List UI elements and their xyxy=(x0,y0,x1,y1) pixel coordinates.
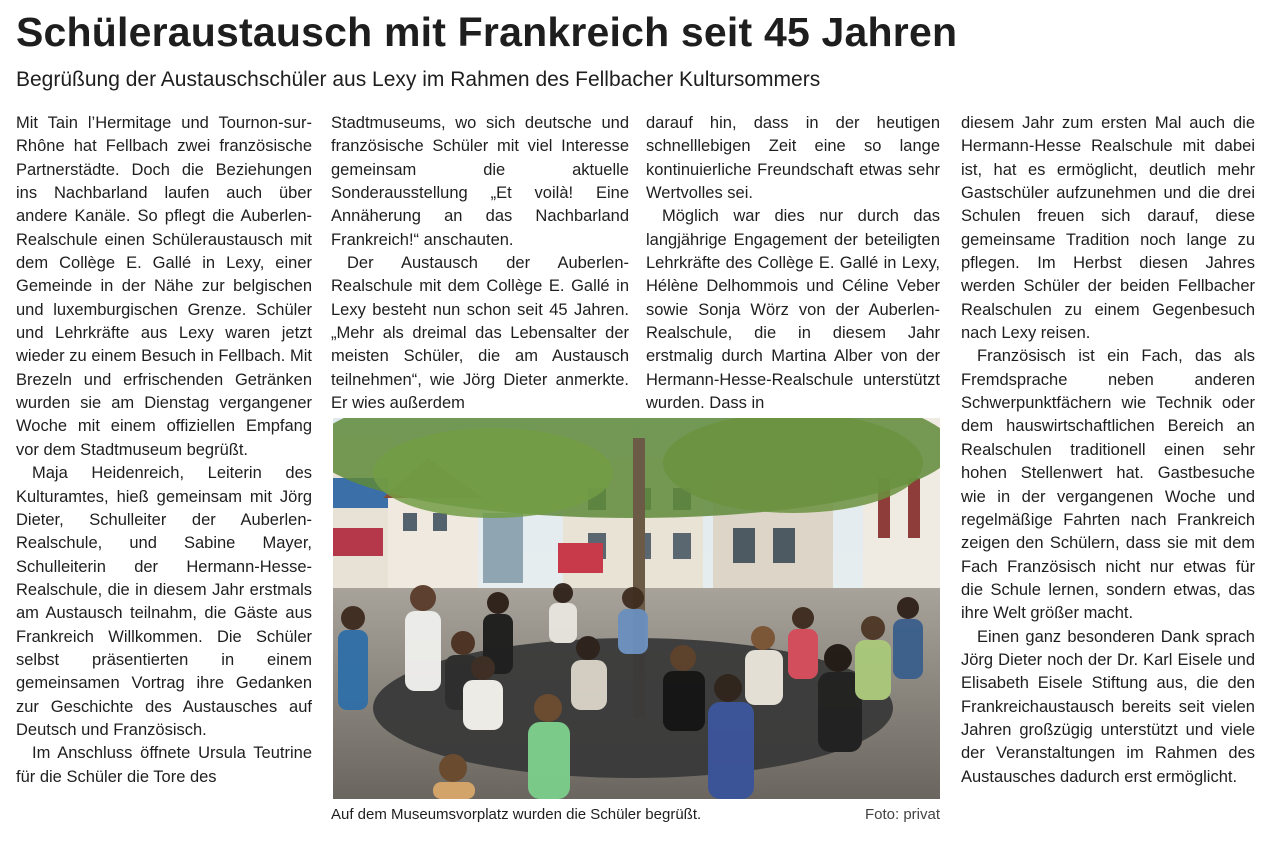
text-column-4 xyxy=(961,112,1255,789)
photo-caption xyxy=(331,804,940,826)
text-column-3 xyxy=(646,112,940,415)
paragraph: Einen ganz besonderen Dank sprach Jörg Dieter noch der Dr. Karl Eisele und Elisabeth Eisele Stiftung aus, die den Frankreichaustausch bereits seit vielen Jahren großzügig unterstützt und viele der Veranstaltungen im Rahmen des Austausches dadurch erst ermöglicht. xyxy=(961,627,1255,786)
article-headline: Schüleraustausch mit Frankreich seit 45 Jahren xyxy=(16,9,958,55)
paragraph: Stadtmuseums, wo sich deutsche und französische Schüler mit viel Interesse gemeinsam die aktuelle Sonderausstellung „Et voilà! Eine Annäherung an das Nachbarland Frankreich!“ anschauten. xyxy=(331,114,629,249)
caption-text: Auf dem Museumsvorplatz wurden die Schüler begrüßt. xyxy=(331,806,702,823)
photo-credit: Foto: privat xyxy=(864,806,940,823)
text-column-2 xyxy=(331,112,629,415)
paragraph: Im Anschluss öffnete Ursula Teutrine für die Schüler die Tore des xyxy=(16,744,312,786)
paragraph: darauf hin, dass in der heutigen schnelllebigen Zeit eine so lange kontinuierliche Freundschaft etwas sehr Wertvolles sei. xyxy=(646,114,940,203)
article-subheadline: Begrüßung der Austauschschüler aus Lexy im Rahmen des Fellbacher Kultursommers xyxy=(16,68,821,91)
paragraph: Mit Tain l’Hermitage und Tournon-sur-Rhône hat Fellbach zwei französische Partnerstädte. Doch die Beziehungen ins Nachbarland laufen auch über andere Kanäle. So pflegt die Auberlen-Realschule einen Schüleraustausch mit dem Collège E. Gallé in Lexy, einer Gemeinde in der Nähe zur belgischen und luxemburgischen Grenze. Schüler und Lehrkräfte aus Lexy waren jetzt wieder zu einem Besuch in Fellbach. Mit Brezeln und erfrischenden Getränken wurden sie am Dienstag vergangener Woche mit einem offiziellen Empfang vor dem Stadtmuseum begrüßt. xyxy=(16,114,312,459)
paragraph: Französisch ist ein Fach, das als Fremdsprache neben anderen Schwerpunktfächern wie Technik oder dem hauswirtschaftlichen Bereich an Realschulen traditionell einen sehr hohen Stellenwert hat. Gastbesuche wie in der vergangenen Woche und regelmäßige Fahrten nach Frankreich zeigen den Schülern, dass sie mit dem Fach Französisch nicht nur etwas für die Schule lernen, sondern etwas, das ihre Welt größer macht. xyxy=(961,347,1255,623)
text-column-1 xyxy=(16,112,312,789)
article-photo xyxy=(333,418,940,799)
paragraph: Der Austausch der Auberlen-Realschule mit dem Collège E. Gallé in Lexy besteht nun schon seit 45 Jahren. „Mehr als dreimal das Lebensalter der meisten Schüler, die am Austausch teilnehmen“, wie Jörg Dieter anmerkte. Er wies außerdem xyxy=(331,254,629,413)
paragraph: Maja Heidenreich, Leiterin des Kulturamtes, hieß gemeinsam mit Jörg Dieter, Schulleiter der Auberlen-Realschule, und Sabine Mayer, Schulleiterin der Hermann-Hesse-Realschule, die in diesem Jahr erstmals am Austausch teilnahm, die Gäste aus Frankreich Willkommen. Die Schüler selbst präsentierten in einem gemeinsamen Vortrag ihre Gedanken zur Geschichte des Austausches auf Deutsch und Französisch. xyxy=(16,464,312,739)
paragraph: Möglich war dies nur durch das langjährige Engagement der beteiligten Lehrkräfte des Collège E. Gallé in Lexy, Hélène Delhommois und Céline Veber sowie Sonja Wörz von der Auberlen-Realschule, die in diesem Jahr erstmalig durch Martina Alber von der Hermann-Hesse-Realschule unterstützt wurden. Dass in xyxy=(646,207,940,413)
paragraph: diesem Jahr zum ersten Mal auch die Hermann-Hesse Realschule mit dabei ist, hat es ermöglicht, deutlich mehr Gastschüler aufzunehmen und die drei Schulen freuen sich darauf, diese gemeinsame Tradition noch lange zu pflegen. Im Herbst diesen Jahres werden Schüler der beiden Fellbacher Realschulen zu einem Gegenbesuch nach Lexy reisen. xyxy=(961,114,1255,343)
